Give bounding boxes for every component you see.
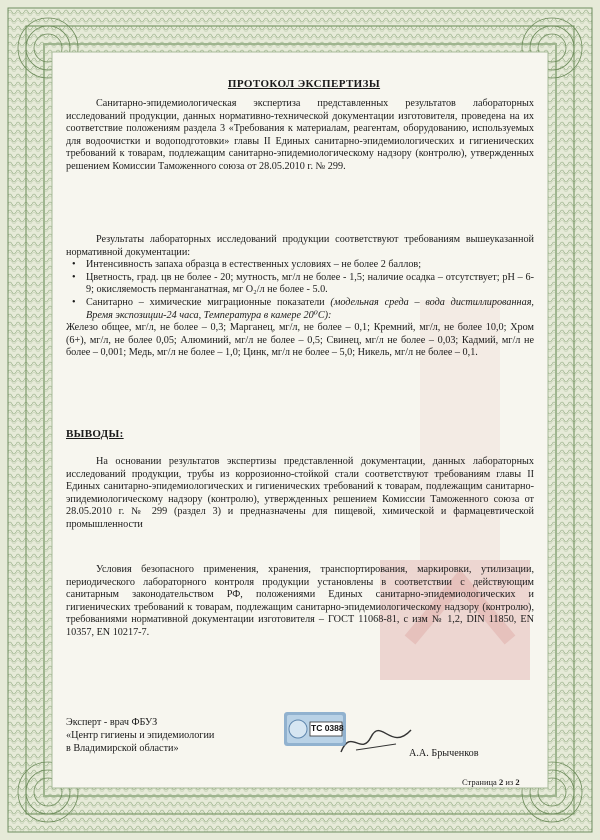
metals-paragraph: Железо общее, мг/л, не более – 0,3; Марганец, мг/л, не более – 0,1; Кремний, мг/л, не более 10,0; Хром (6+), мг/л, не более 0,05; Алюминий, мг/л не более – 0,5; Свинец, мг/л не более – 0,03; Кадмий, мг/л не более – 0,001; Медь, мг/л не более – 1,0; Цинк, мг/л не более – 5,0; Никель, мг/л не более – 0,1. [66, 322, 534, 359]
signer-name: А.А. Брыченков [409, 748, 479, 759]
list-item: • Цветность, град. цв не более - 20; мутность, мг/л не более - 1,5; наличие осадка – отсутствует; рН – 6-9; окисляемость перманганатная, мг О₂/л не более - 5.0. [66, 272, 534, 297]
results-list [66, 259, 534, 322]
intro-paragraph: Санитарно-эпидемиологическая экспертиза представленных результатов лабораторных исследований продукции, данных нормативно-технической документации изготовителя, проведена на их соответствие положениям раздела 3 «Требования к материалам, реагентам, оборудованию, используемых для водоочистки и водоподготовки» главы II Единых санитарно-эпидемиологических и гигиенических требований к товарам, подлежащим санитарно-эпидемиологическому надзору (контролю), утвержденных решением Комиссии Таможенного союза от 28.05.2010 г. № 299. [66, 98, 534, 172]
conclusion-paragraph-2: Условия безопасного применения, хранения, транспортирования, маркировки, утилизации, периодического лабораторного контроля продукции установлены в соответствии с действующим санитарным законодательством РФ, положениями Единых санитарно-эпидемиологических и гигиенических требований к товарам, подлежащим санитарно-эпидемиологическому надзору (контролю), требованиями нормативной документации изготовителя – ГОСТ 11068-81, с изм № 1,2, DIN 11850, EN 10357, EN 10217-7. [66, 564, 534, 638]
conclusions-heading: ВЫВОДЫ: [66, 428, 124, 440]
hologram-stamp [284, 712, 346, 746]
page-prefix: Страница [462, 777, 499, 787]
list-item: • Интенсивность запаха образца в естественных условиях – не более 2 баллов; [66, 259, 534, 272]
page-title: ПРОТОКОЛ ЭКСПЕРТИЗЫ [227, 78, 381, 90]
expert-line-3: в Владимирской области» [66, 743, 179, 754]
bullet3-italic: (модельная среда – вода дистиллированная, Время экспозиции-24 часа, Температура в камере 20⁰С): [86, 296, 534, 321]
conclusion-section-1 [66, 456, 534, 532]
page-mid: из [503, 777, 516, 787]
results-intro: Результаты лабораторных исследований продукции соответствуют требованиям вышеуказанной нормативной документации: [66, 234, 534, 258]
expert-line-1: Эксперт - врач ФБУЗ [66, 717, 158, 728]
intro-section [66, 98, 534, 174]
handwritten-signature [336, 722, 416, 762]
expert-line-2: «Центр гигиены и эпидемиологии [66, 730, 215, 741]
conclusion-section-2 [66, 564, 534, 640]
bullet3-text: Санитарно – химические миграционные показатели [86, 296, 331, 308]
list-item [66, 297, 534, 322]
stamp-text: TC 0388 [311, 723, 344, 733]
page-number [462, 776, 520, 789]
page-total: 2 [515, 777, 520, 787]
results-section [66, 234, 534, 360]
conclusion-paragraph-1: На основании результатов экспертизы представленной документации, данных лабораторных исследований продукции, трубы из коррозионно-стойкой стали соответствуют требованиям главы II Единых санитарно-эпидемиологических и гигиенических требований к товарам, подлежащим санитарно-эпидемиологическому надзору (контролю), утвержденных решением Комиссии Таможенного союза от 28.05.2010 г. № 299 (раздел 3) и предназначены для пищевой, химической и фармацевтической промышленности [66, 456, 534, 530]
page-current: 2 [498, 777, 504, 787]
